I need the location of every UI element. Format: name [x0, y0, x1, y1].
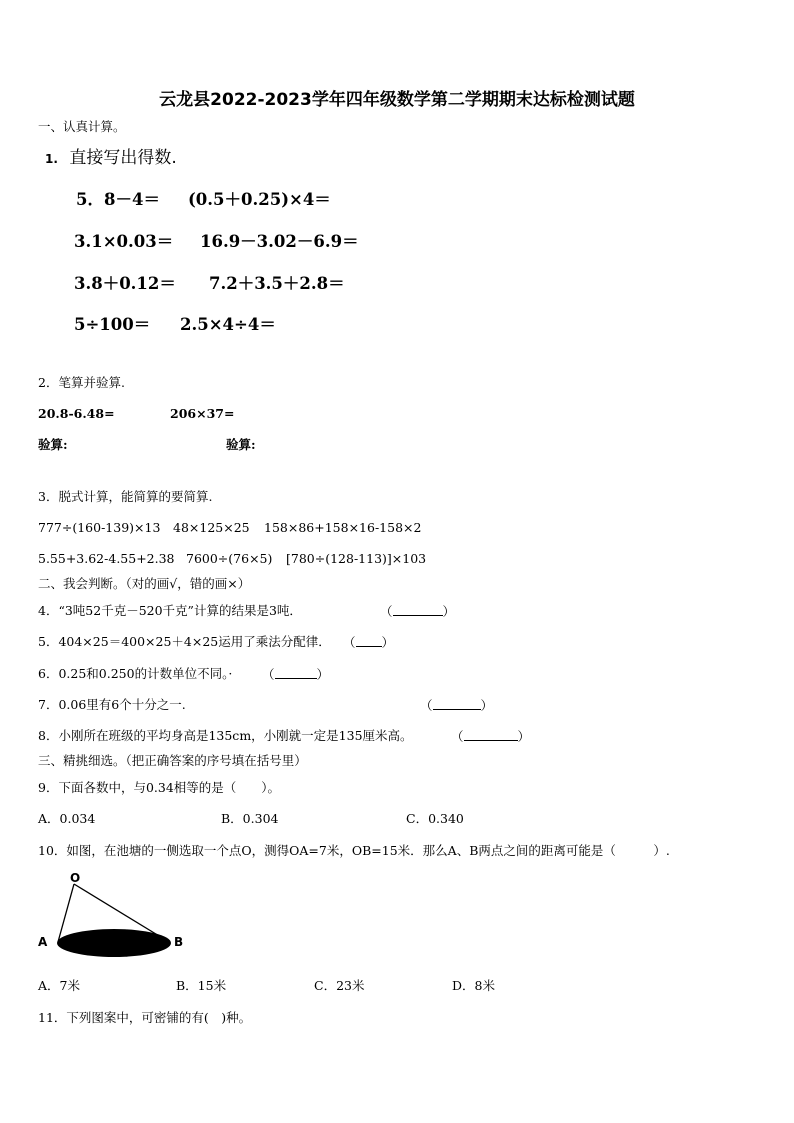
paren-close: ）	[381, 635, 395, 650]
q5-answer-paren[interactable]	[343, 634, 394, 651]
q4-answer-paren[interactable]	[380, 603, 455, 620]
q1-item-2a: 3.1×0.03＝	[74, 232, 174, 251]
q9-option-a[interactable]: A．0.034	[38, 811, 96, 826]
q10-option-d[interactable]: D．8米	[452, 978, 495, 993]
question-2: 2．笔算并验算.	[38, 375, 125, 390]
q3-row2-item3: [780÷(128-113)]×103	[286, 551, 427, 566]
q10-option-c[interactable]: C．23米	[314, 978, 365, 993]
point-b-label: B	[174, 935, 184, 949]
q1-item-4b: 2.5×4÷4＝	[180, 315, 276, 334]
q1-item-1a: 5．8－4＝	[76, 190, 160, 209]
paren-close: ）	[480, 698, 494, 713]
q10-option-b[interactable]: B．15米	[176, 978, 227, 993]
q9-option-c[interactable]: C．0.340	[406, 811, 464, 826]
q2-check-1: 验算:	[38, 437, 68, 452]
point-o-label: O	[70, 871, 81, 885]
question-1-title	[45, 147, 177, 170]
paren-close: ）	[442, 604, 456, 619]
line-oa	[58, 884, 74, 942]
question-5: 5．404×25＝400×25＋4×25运用了乘法分配律．	[38, 634, 331, 649]
q1-item-2b: 16.9－3.02－6.9＝	[200, 232, 359, 251]
question-8: 8．小刚所在班级的平均身高是135cm，小刚就一定是135厘米高。	[38, 728, 413, 743]
answer-blank[interactable]	[433, 697, 481, 710]
question-4: 4．“3吨52千克－520千克”计算的结果是3吨．	[38, 603, 302, 618]
paren-open: （	[420, 698, 433, 713]
paren-open: （	[343, 635, 356, 650]
q3-row1-item3: 158×86+158×16-158×2	[264, 520, 422, 535]
point-a-label: A	[38, 935, 48, 949]
q9-option-b[interactable]: B．0.304	[221, 811, 279, 826]
q1-item-1b: (0.5＋0.25)×4＝	[188, 190, 331, 209]
q10-option-a[interactable]: A．7米	[38, 978, 80, 993]
q3-row1-item1: 777÷(160-139)×13	[38, 520, 161, 535]
q2-item-2: 206×37=	[170, 406, 235, 421]
pond-figure	[36, 870, 196, 962]
pond-shape	[57, 929, 171, 957]
section-2-heading: 二、我会判断。（对的画√，错的画×）	[38, 576, 251, 591]
section-3-heading: 三、精挑细选。（把正确答案的序号填在括号里）	[38, 753, 307, 768]
answer-blank[interactable]	[393, 603, 443, 616]
q2-check-2: 验算:	[226, 437, 256, 452]
paren-close: ）	[517, 729, 531, 744]
q6-answer-paren[interactable]	[262, 666, 329, 683]
question-10: 10．如图，在池塘的一侧选取一个点O，测得OA=7米，OB=15米．那么A、B两点之间的距离可能是（ ）.	[38, 843, 670, 858]
q1-item-3a: 3.8＋0.12＝	[74, 274, 176, 293]
question-3: 3．脱式计算，能简算的要简算.	[38, 489, 213, 504]
question-11: 11．下列图案中，可密铺的有( )种。	[38, 1010, 252, 1025]
question-9: 9．下面各数中，与0.34相等的是（ ）。	[38, 780, 281, 795]
q3-row2-item1: 5.55+3.62-4.55+2.38	[38, 551, 175, 566]
question-1-text: 直接写出得数.	[69, 148, 177, 168]
q7-answer-paren[interactable]	[420, 697, 493, 714]
q2-item-1: 20.8-6.48=	[38, 406, 115, 421]
q1-item-3b: 7.2＋3.5＋2.8＝	[209, 274, 345, 293]
q8-answer-paren[interactable]	[451, 728, 530, 745]
paren-close: ）	[316, 667, 330, 682]
question-6: 6．0.25和0.250的计数单位不同。·	[38, 666, 233, 681]
paren-open: （	[451, 729, 464, 744]
paren-open: （	[262, 667, 275, 682]
paren-open: （	[380, 604, 393, 619]
q1-item-4a: 5÷100＝	[74, 315, 151, 334]
section-1-heading: 一、认真计算。	[38, 119, 126, 134]
page-title: 云龙县2022-2023学年四年级数学第二学期期末达标检测试题	[159, 90, 635, 110]
q3-row1-item2: 48×125×25	[173, 520, 250, 535]
answer-blank[interactable]	[275, 666, 317, 679]
question-7: 7．0.06里有6个十分之一.	[38, 697, 186, 712]
answer-blank[interactable]	[464, 728, 518, 741]
answer-blank[interactable]	[356, 634, 382, 647]
q3-row2-item2: 7600÷(76×5)	[186, 551, 273, 566]
question-1-number: 1.	[45, 152, 58, 166]
